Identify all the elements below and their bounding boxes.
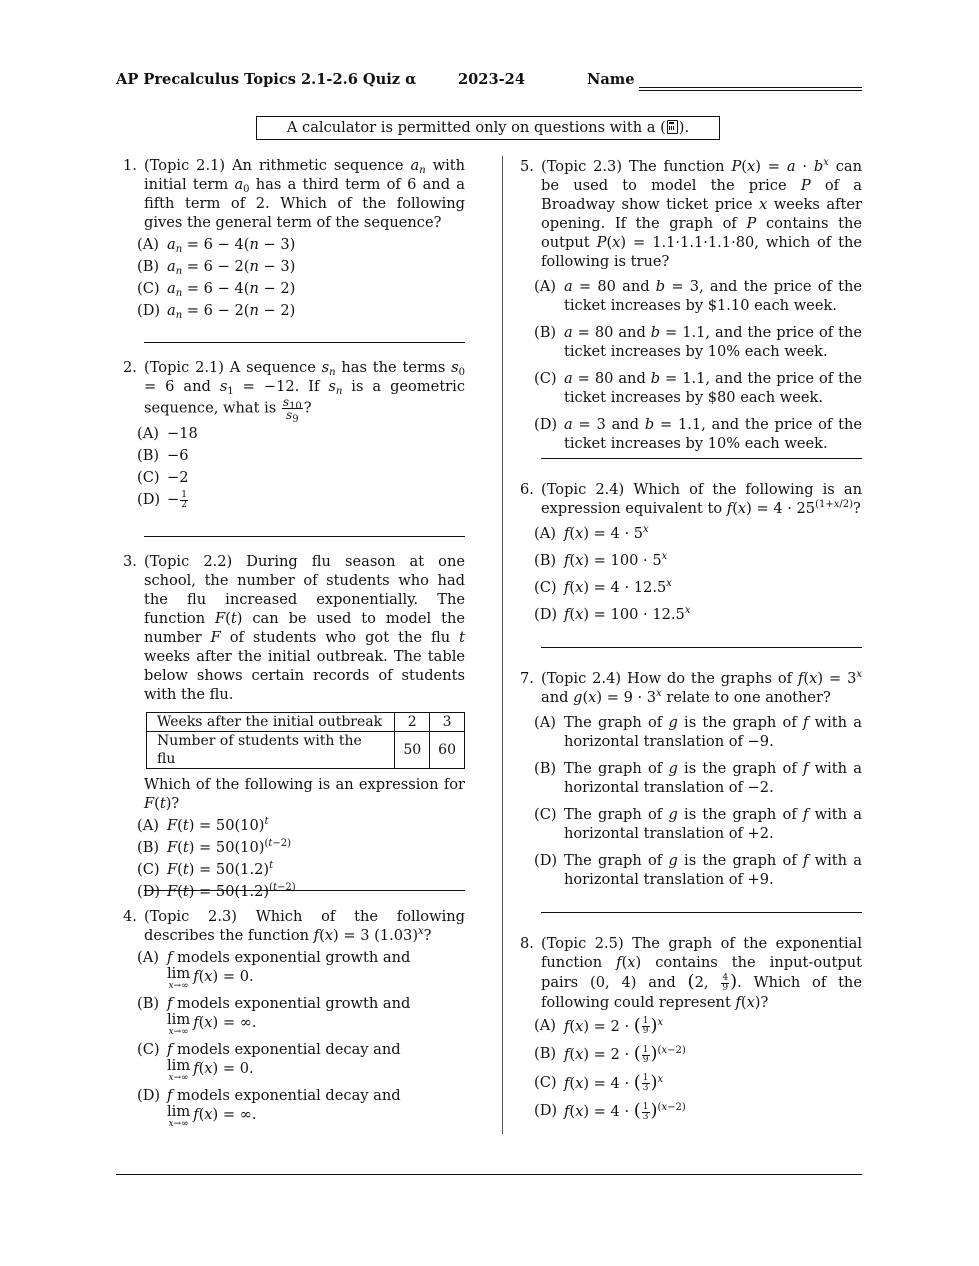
question-stem: (Topic 2.2) During flu season at one school, the number of students who had the flu increased exponentially. The function F(t) can be used to model the number F of students who got the flu t weeks after the initial outbreak. The table below shows certain records of students with the flu.: [144, 553, 465, 703]
choice-label: (A): [137, 949, 159, 966]
choice-text: −2: [167, 469, 189, 486]
choice-label: (D): [137, 883, 161, 900]
question-1: [123, 156, 465, 323]
choice-a[interactable]: (A) $a_n = 6 - 4(n - 3)$: [137, 236, 296, 255]
choice-b[interactable]: [137, 446, 465, 465]
choice-d[interactable]: (D) $F(t) = 50(1.2)^{(t-2)}$: [137, 882, 296, 900]
question-separator: [144, 890, 465, 891]
choice-label: (B): [534, 324, 557, 341]
choice-c[interactable]: (C) f models exponential decay and lim x→∞ f(x) = 0.: [137, 1041, 401, 1083]
choice-d[interactable]: (D) a = 3 and b = 1.1, and the price of the ticket increases by 10% each week.: [534, 416, 862, 452]
choice-c[interactable]: (C) $a_n = 6 - 4(n - 2)$: [137, 280, 296, 299]
choice-c[interactable]: (C) $f(x) = 4 \cdot 12.5^x$: [534, 578, 672, 596]
choice-a[interactable]: (A) $f(x) = 4 \cdot 5^x$: [534, 524, 649, 542]
choice-text: −6: [167, 447, 189, 464]
question-separator: [541, 912, 862, 913]
column-divider: [502, 156, 503, 1134]
question-stem: (Topic 2.3) The function $P(x) = a \cdot b^x$ can be used to model the price P of a Broadway show ticket price x weeks after opening. If the graph of P contains the output P(x) = 1.1·1.1·1.1·80, which of the following is true?: [541, 157, 862, 270]
choice-b[interactable]: (B) $a_n = 6 - 2(n - 3)$: [137, 258, 296, 277]
choice-label: (A): [534, 278, 556, 295]
name-blank-line-double: [639, 90, 862, 91]
choice-label: (B): [534, 552, 557, 569]
choice-b[interactable]: (B) f(x) = 2 · ( $\frac{1}{9}$ )$^{(x-2)}$: [534, 1043, 686, 1065]
quiz-header: [116, 70, 862, 92]
question-6: [520, 480, 862, 632]
choice-label: (C): [534, 370, 557, 387]
question-8: [520, 934, 862, 1130]
choice-c[interactable]: (C) $F(t) = 50(1.2)^t$: [137, 860, 274, 878]
choice-label: (C): [137, 861, 160, 878]
choice-label: (B): [534, 1045, 557, 1062]
choice-label: (D): [534, 416, 558, 433]
question-prompt: Which of the following is an expression for F(t)?: [144, 776, 465, 812]
calculator-icon: [667, 120, 678, 134]
flu-table: [146, 712, 465, 769]
choice-d[interactable]: (D) f models exponential decay and lim x→∞ f(x) = ∞.: [137, 1087, 401, 1129]
choice-label: (A): [534, 1016, 556, 1034]
choice-label: (C): [137, 1041, 160, 1058]
footer-rule: [116, 1174, 862, 1175]
choice-c[interactable]: (C) f(x) = 4 · ( $\frac{1}{3}$ )$^x$: [534, 1071, 664, 1093]
question-stem: (Topic 2.3) Which of the following describes the function f(x) = 3 $(1.03)^x$?: [144, 908, 465, 944]
question-number: 5.: [520, 158, 534, 175]
choice-label: (D): [534, 852, 558, 869]
question-2: [123, 358, 465, 513]
question-5: [520, 157, 862, 461]
choice-label: (C): [137, 469, 160, 486]
choice-a[interactable]: (A) f models exponential growth and lim x→∞ f(x) = 0.: [137, 949, 411, 991]
calculator-notice-text: A calculator is permitted only on questions with a (: [286, 119, 666, 136]
choice-label: (A): [534, 714, 556, 731]
question-number: 7.: [520, 670, 534, 687]
choice-label: (C): [534, 1073, 557, 1091]
question-stem: (Topic 2.4) How do the graphs of $f(x) = 3^x$ and $g(x) = 9 \cdot 3^x$ relate to one another?: [541, 669, 863, 706]
question-number: 4.: [123, 908, 137, 925]
choice-label: (A): [137, 817, 159, 834]
choice-label: (D): [137, 491, 161, 508]
choice-d[interactable]: (D) $a_n = 6 - 2(n - 2)$: [137, 302, 296, 321]
question-separator: [144, 536, 465, 537]
choice-c[interactable]: (C) a = 80 and b = 1.1, and the price of the ticket increases by $80 each week.: [534, 370, 862, 406]
table-cell: 50: [395, 732, 430, 769]
choice-text: −18: [167, 425, 198, 442]
table-row: [147, 732, 465, 769]
question-7: [520, 669, 862, 897]
choice-label: (C): [534, 579, 557, 596]
choice-a[interactable]: (A) $F(t) = 50(10)^t$: [137, 816, 269, 834]
question-number: 8.: [520, 935, 534, 952]
question-separator: [541, 458, 862, 459]
table-row-label: Weeks after the initial outbreak: [147, 713, 395, 732]
choice-label: (B): [137, 995, 160, 1012]
table-row-label: Number of students with the flu: [147, 732, 395, 769]
table-row: [147, 713, 465, 732]
choice-label: (D): [534, 1102, 558, 1119]
choice-d[interactable]: (D) f(x) = 4 · ( $\frac{1}{3}$ )$^{(x-2)}$: [534, 1100, 686, 1122]
choice-b[interactable]: (B) f models exponential growth and lim x→∞ f(x) = ∞.: [137, 995, 411, 1037]
choice-label: (D): [137, 302, 161, 319]
question-4: [123, 907, 465, 1132]
choice-a[interactable]: (A) f(x) = 2 · ( $\frac{1}{9}$ )$^x$: [534, 1014, 664, 1036]
choice-a[interactable]: (A) a = 80 and b = 3, and the price of the ticket increases by $1.10 each week.: [534, 278, 862, 314]
table-cell: 60: [430, 732, 465, 769]
choice-label: (B): [137, 839, 160, 856]
quiz-title: AP Precalculus Topics 2.1-2.6 Quiz α: [116, 71, 417, 88]
question-stem: (Topic 2.1) An rithmetic sequence $a_n$ with initial term $a_0$ has a third term of 6 and a fifth term of 2. Which of the following gives the general term of the sequence?: [144, 157, 465, 231]
choice-label: (C): [534, 806, 557, 823]
choice-d[interactable]: (D) $f(x) = 100 \cdot 12.5^x$: [534, 605, 691, 623]
choice-b[interactable]: (B) The graph of g is the graph of f with a horizontal translation of −2.: [534, 760, 862, 796]
question-number: 3.: [123, 553, 137, 570]
question-stem: (Topic 2.5) The graph of the exponential function f(x) contains the input-output pairs (0, 4) and (2, $\frac{4}{9}$ ). Which of the following could represent f(x)?: [541, 935, 863, 1011]
school-year: 2023-24: [458, 71, 525, 88]
choice-label: (A): [137, 236, 159, 253]
choice-label: (B): [137, 447, 160, 464]
choice-label: (B): [137, 258, 160, 275]
name-label: Name: [587, 71, 635, 88]
choice-label: (A): [534, 525, 556, 542]
choice-c[interactable]: (C) The graph of g is the graph of f with a horizontal translation of +2.: [534, 806, 862, 842]
choice-b[interactable]: (B) $f(x) = 100 \cdot 5^x$: [534, 551, 668, 569]
name-blank-line: [639, 87, 862, 88]
question-separator: [144, 342, 465, 343]
table-cell: 2: [395, 713, 430, 732]
question-number: 6.: [520, 481, 534, 498]
question-number: 1.: [123, 157, 137, 174]
choice-label: (D): [137, 1087, 161, 1104]
question-number: 2.: [123, 359, 137, 376]
choice-a[interactable]: [137, 424, 465, 443]
question-stem: (Topic 2.1) A sequence $s_n$ has the terms $s_0 = 6$ and $s_1 = -12$. If $s_n$ is a geometric sequence, what is $\frac{s_{10}}{s_9}$ ?: [144, 359, 466, 425]
choice-label: (C): [137, 280, 160, 297]
choice-label: (A): [137, 425, 159, 442]
question-separator: [541, 647, 862, 648]
choice-a[interactable]: (A) The graph of g is the graph of f with a horizontal translation of −9.: [534, 714, 862, 750]
question-stem: (Topic 2.4) Which of the following is an expression equivalent to $f(x) = 4 \cdot 25^{(1+x/2)}$?: [541, 481, 862, 517]
choice-label: (B): [534, 760, 557, 777]
choice-b[interactable]: (B) $F(t) = 50(10)^{(t-2)}$: [137, 838, 292, 856]
choice-label: (D): [534, 606, 558, 623]
choice-b[interactable]: (B) a = 80 and b = 1.1, and the price of the ticket increases by 10% each week.: [534, 324, 862, 360]
choice-d[interactable]: (D) − $\frac{1}{2}$: [137, 489, 187, 510]
table-cell: 3: [430, 713, 465, 732]
calculator-notice: [256, 116, 720, 140]
question-3: [123, 552, 465, 904]
choice-d[interactable]: (D) The graph of g is the graph of f with a horizontal translation of +9.: [534, 852, 862, 888]
choice-c[interactable]: [137, 468, 465, 487]
calculator-notice-end: ).: [678, 119, 690, 136]
